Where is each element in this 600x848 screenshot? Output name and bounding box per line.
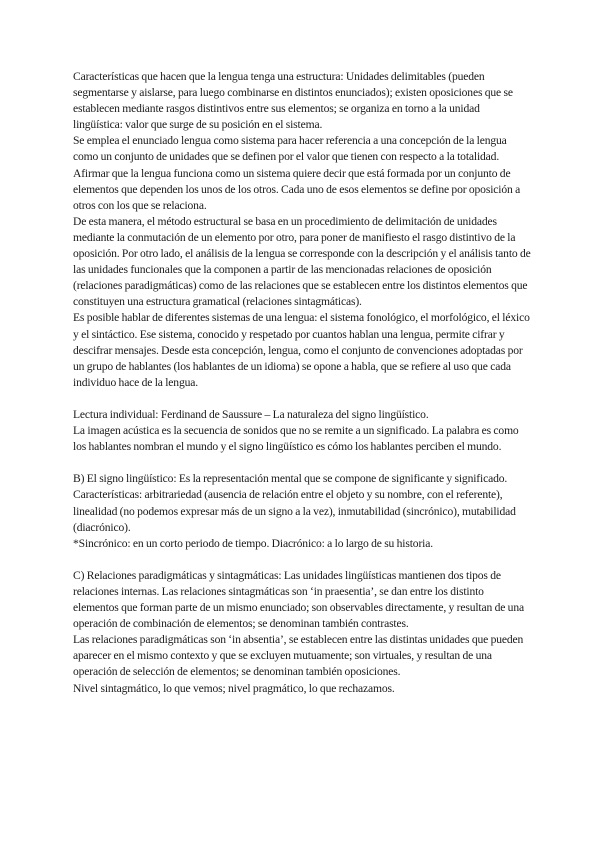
- blank-line: [73, 455, 531, 471]
- paragraph-sistema: Se emplea el enunciado lengua como sistema para hacer referencia a una concepción de la lengua como un conjunto de unidades que se definen por el valor que tienen con respecto a la totalidad.: [73, 134, 507, 164]
- paragraph-metodo-estructural: De esta manera, el método estructural se basa en un procedimiento de delimitación de unidades mediante la conmutación de un elemento por otro, para poner de manifiesto el rasgo distintivo de la oposición. Por otro lado, el análisis de la lengua se corresponde con la descripción y el análisis tanto de las unidades funcionales que la componen a partir de las mencionadas relaciones de oposición (relaciones paradigmáticas) como de las relaciones que se establecen entre los distintos elementos que constituyen una estructura gramatical (relaciones sintagmáticas).: [73, 214, 531, 309]
- paragraph-niveles: Nivel sintagmático, lo que vemos; nivel pragmático, lo que rechazamos.: [73, 681, 395, 695]
- paragraph-relaciones-sintagmaticas: C) Relaciones paradigmáticas y sintagmáticas: Las unidades lingüísticas mantienen dos tipos de relaciones internas. Las relaciones sintagmáticas son ‘in praesentia’, se dan entre los distinto elementos que forman parte de un mismo enunciado; son observables directamente, y resultan de una operación de combinación de elementos; se denominan también contrastes.: [73, 568, 524, 631]
- paragraph-imagen-acustica: La imagen acústica es la secuencia de sonidos que no se remite a un significado. La palabra es como los hablantes nombran el mundo y el signo lingüístico es cómo los hablantes perciben el mundo.: [73, 424, 519, 454]
- paragraph-estructura: Características que hacen que la lengua tenga una estructura: Unidades delimitables (pueden segmentarse y aislarse, para luego combinarse en distintos enunciados); existen oposiciones que se establecen mediante rasgos distintivos entre sus elementos; se organiza en torno a la unidad lingüística: valor que surge de su posición en el sistema.: [73, 70, 513, 132]
- paragraph-afirmar: Afirmar que la lengua funciona como un sistema quiere decir que está formada por un conjunto de elementos que dependen los unos de los otros. Cada uno de esos elementos se define por oposición a otros con los que se relaciona.: [73, 166, 521, 212]
- paragraph-signo-linguistico: B) El signo lingüístico: Es la representación mental que se compone de significante y significado. Características: arbitrariedad (ausencia de relación entre el objeto y su nombre, con el referente), linealidad (no podemos expresar más de un signo a la vez), inmutabilidad (sincrónico), mutabilidad (diacrónico).: [73, 472, 516, 534]
- paragraph-relaciones-paradigmaticas: Las relaciones paradigmáticas son ‘in absentia’, se establecen entre las distintas unidades que pueden aparecer en el mismo contexto y que se excluyen mutuamente; son virtuales, y resultan de una operación de selección de elementos; se denominan también oposiciones.: [73, 633, 524, 679]
- paragraph-lectura-heading: Lectura individual: Ferdinand de Saussure – La naturaleza del signo lingüístico.: [73, 407, 429, 421]
- paragraph-sistemas-lengua: Es posible hablar de diferentes sistemas de una lengua: el sistema fonológico, el morfológico, el léxico y el sintáctico. Ese sistema, conocido y respetado por cuantos hablan una lengua, permite cifrar y descifrar mensajes. Desde esta concepción, lengua, como el conjunto de convenciones adoptadas por un grupo de hablantes (los hablantes de un idioma) se opone a habla, que se refiere al uso que cada individuo hace de la lengua.: [73, 311, 530, 389]
- document-body: [73, 69, 531, 697]
- blank-line: [73, 552, 531, 568]
- blank-line: [73, 391, 531, 407]
- paragraph-sincronico-note: *Sincrónico: en un corto periodo de tiempo. Diacrónico: a lo largo de su historia.: [73, 536, 433, 550]
